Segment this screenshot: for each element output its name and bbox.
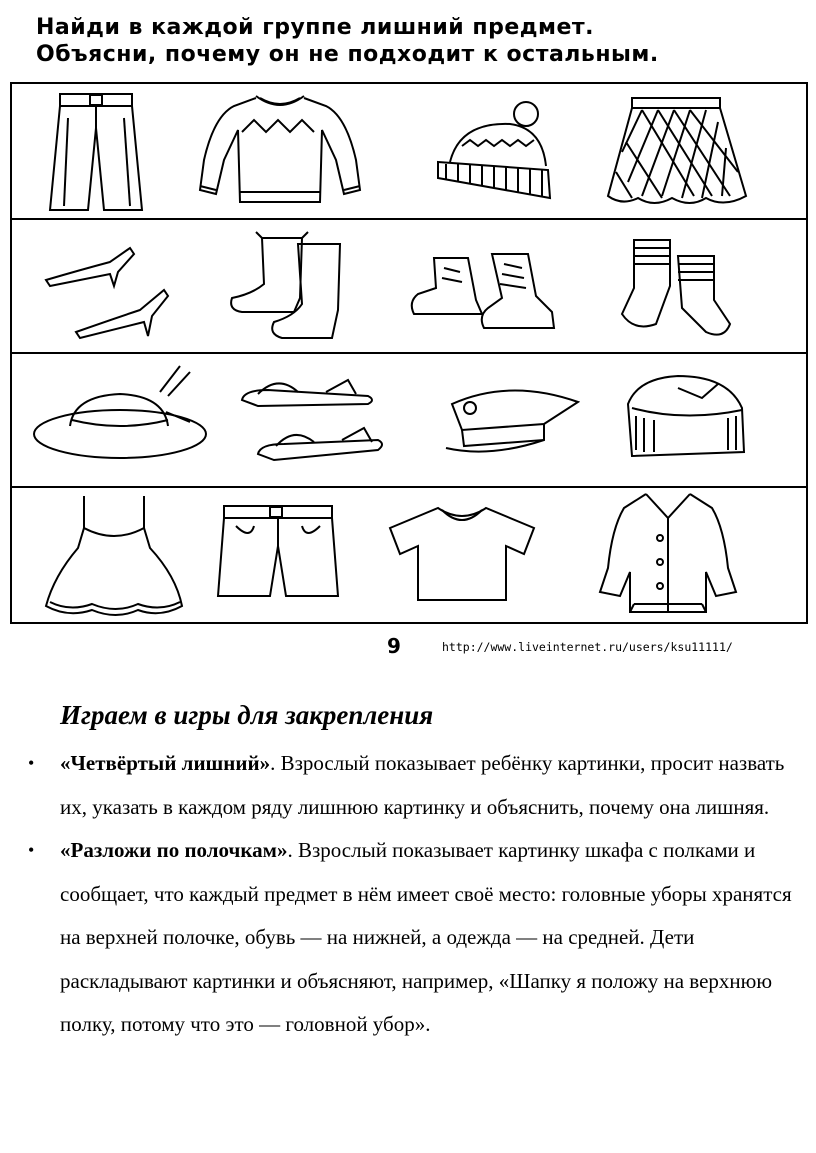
socks-icon (594, 232, 754, 344)
sun-hat-icon (30, 362, 220, 478)
fur-coat-icon (594, 488, 744, 620)
tshirt-icon (374, 502, 550, 604)
high-heels-icon (40, 240, 180, 340)
bullet-icon: • (28, 840, 35, 860)
games-list (0, 742, 816, 1047)
bullet-icon: • (28, 753, 35, 773)
game-name: «Разложи по полочкам» (60, 838, 288, 862)
worksheet-row-1 (12, 82, 806, 220)
worksheet-title (36, 14, 796, 68)
worksheet-row-3 (12, 352, 806, 488)
apron-dress-icon (40, 492, 190, 620)
worksheet-page-number: 9 (387, 634, 401, 658)
worksheet-title-line1: Найди в каждой группе лишний предмет. (36, 15, 595, 40)
skirt-icon (602, 92, 752, 212)
game-description: . Взрослый показывает картинку шкафа с полками и сообщает, что каждый предмет в нём имеет своё место: головные уборы хранятся на верхней полочке, обувь — на нижней, а одежда — на средней. Дети раскладывают картинки и объясняют, например, «Шапку я положу на верхнюю полку, потому что это — головной убор». (60, 838, 792, 1036)
boots-icon (222, 228, 382, 346)
peaked-cap-icon (440, 378, 580, 462)
worksheet-row-2 (12, 218, 806, 354)
worksheet-title-line2: Объясни, почему он не подходит к остальным. (36, 42, 659, 67)
game-name: «Четвёртый лишний» (60, 751, 271, 775)
shorts-icon (214, 500, 344, 604)
worksheet-row-4 (12, 486, 806, 622)
worksheet-grid (10, 82, 808, 624)
list-item (0, 829, 816, 1047)
sandals-icon (238, 370, 388, 474)
sweater-icon (194, 90, 366, 214)
worksheet-source-url: http://www.liveinternet.ru/users/ksu11111/ (442, 640, 733, 654)
knit-hat-icon (430, 98, 560, 210)
trousers-icon (40, 88, 160, 216)
list-item (0, 742, 816, 829)
worksheet-image (10, 0, 806, 628)
lace-up-boots-icon (404, 238, 564, 342)
fur-hat-icon (618, 368, 752, 464)
game-description: . Взрослый показывает ребёнку картинки, просит назвать их, указать в каждом ряду лишнюю картинку и объяснить, почему она лишняя. (60, 751, 785, 819)
page-heading: Играем в игры для закрепления (60, 700, 434, 730)
